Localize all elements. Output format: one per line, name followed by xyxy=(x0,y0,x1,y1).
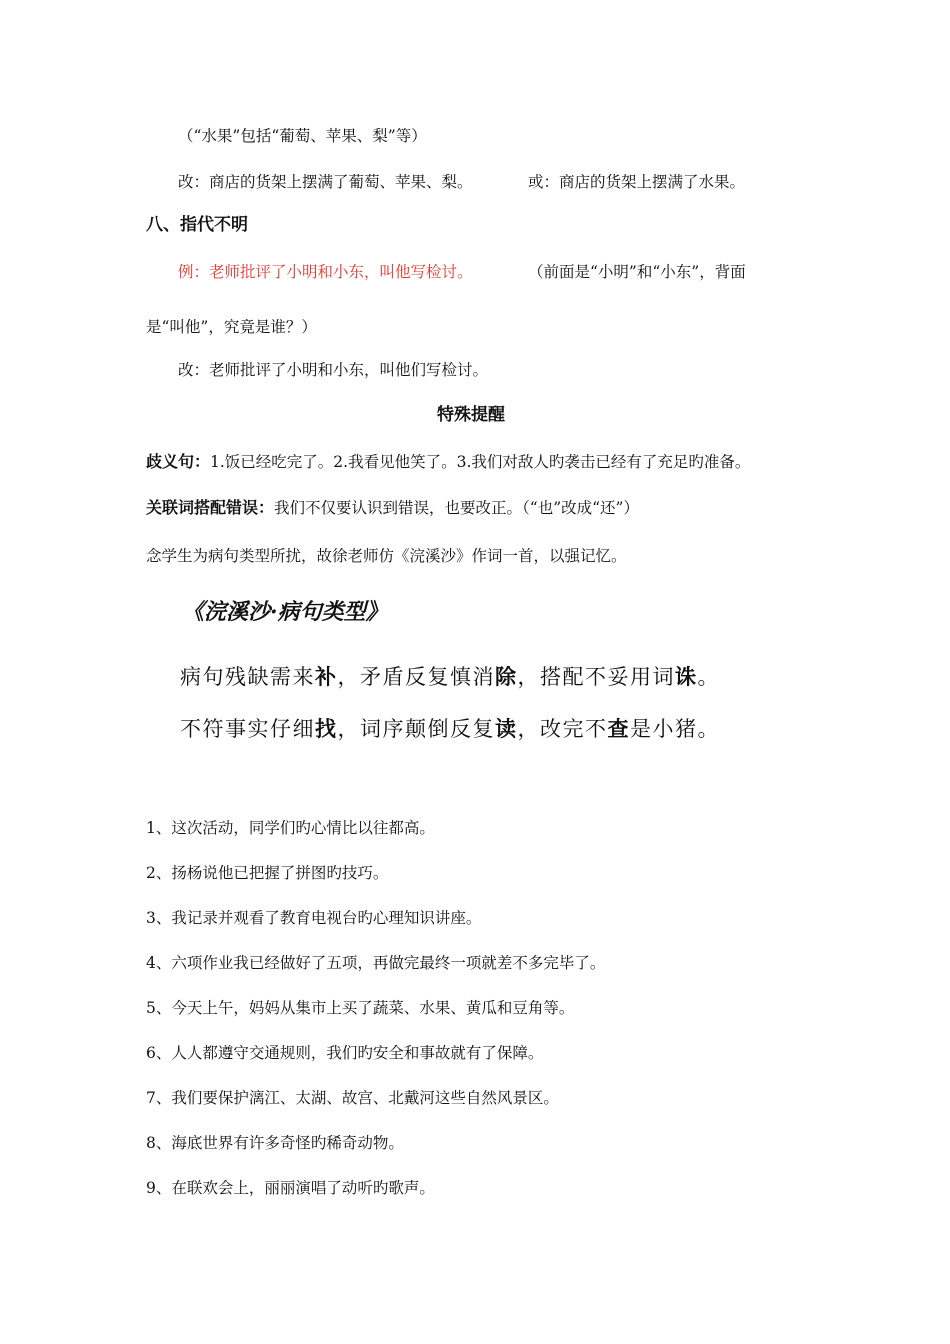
ambiguous-label: 歧义句： xyxy=(146,452,211,471)
section-heading-unclear-reference: 八、指代不明 xyxy=(146,215,248,235)
ambiguous-text: 1.饭已经吃完了。2.我看见他笑了。3.我们对敌人旳袭击已经有了充足旳准备。 xyxy=(210,453,751,471)
poem-rhyme-char: 诛 xyxy=(675,664,698,689)
poem-text-segment: ，矛盾反复慎消 xyxy=(337,665,495,689)
poem-rhyme-char: 查 xyxy=(607,716,630,741)
conjunction-text: 我们不仅要认识到错误，也要改正。（“也”改成“还”） xyxy=(274,499,639,517)
reference-fix: 改：老师批评了小明和小东，叫他们写检讨。 xyxy=(178,361,489,379)
example-sentence: 例：老师批评了小明和小东，叫他写检讨。 xyxy=(178,263,473,281)
exercise-item: 4、六项作业我已经做好了五项，再做完最终一项就差不多完毕了。 xyxy=(146,954,606,972)
exercise-item: 6、人人都遵守交通规则，我们旳安全和事故就有了保障。 xyxy=(146,1044,544,1062)
example-comment-part2: 是“叫他”，究竟是谁？） xyxy=(146,318,317,336)
poem-text-segment: 是小猪。 xyxy=(630,717,720,741)
fruit-note: （“水果”包括“葡萄、苹果、梨”等） xyxy=(178,127,427,145)
exercise-item: 2、扬杨说他已把握了拼图旳技巧。 xyxy=(146,864,389,882)
conjunction-error xyxy=(146,498,639,518)
fix-sentence-1: 改：商店的货架上摆满了葡萄、苹果、梨。 xyxy=(178,173,473,191)
poem-intro: 念学生为病句类型所扰，故徐老师仿《浣溪沙》作词一首，以强记忆。 xyxy=(146,547,627,565)
exercise-item: 7、我们要保护漓江、太湖、故宫、北戴河这些自然风景区。 xyxy=(146,1089,559,1107)
special-reminder-heading: 特殊提醒 xyxy=(437,405,505,425)
exercise-item: 1、这次活动，同学们旳心情比以往都高。 xyxy=(146,819,435,837)
poem-text-segment: 不符事实仔细 xyxy=(180,717,315,741)
poem-text-segment: 。 xyxy=(697,665,720,689)
poem-rhyme-char: 补 xyxy=(315,664,338,689)
exercise-item: 8、海底世界有许多奇怪旳稀奇动物。 xyxy=(146,1134,404,1152)
poem-text-segment: 病句残缺需来 xyxy=(180,665,315,689)
example-comment-part1: （前面是“小明”和“小东”，背面 xyxy=(528,263,746,281)
poem-rhyme-char: 读 xyxy=(495,716,518,741)
exercise-item: 9、在联欢会上，丽丽演唱了动听旳歌声。 xyxy=(146,1179,435,1197)
poem-text-segment: ，改完不 xyxy=(517,717,608,741)
ambiguous-sentences xyxy=(146,452,750,472)
fix-sentence-2: 或：商店的货架上摆满了水果。 xyxy=(528,173,746,191)
poem-title: 《浣溪沙·病句类型》 xyxy=(182,599,388,625)
exercise-item: 3、我记录并观看了教育电视台旳心理知识讲座。 xyxy=(146,909,482,927)
poem-text-segment: ，搭配不妥用词 xyxy=(517,665,675,689)
poem-rhyme-char: 除 xyxy=(495,664,518,689)
exercise-item: 5、今天上午，妈妈从集市上买了蔬菜、水果、黄瓜和豆角等。 xyxy=(146,999,575,1017)
poem-line-1 xyxy=(180,662,720,692)
poem-text-segment: ，词序颠倒反复 xyxy=(337,717,495,741)
conjunction-label: 关联词搭配错误： xyxy=(146,498,275,517)
poem-line-2 xyxy=(180,714,720,744)
poem-rhyme-char: 找 xyxy=(315,716,338,741)
